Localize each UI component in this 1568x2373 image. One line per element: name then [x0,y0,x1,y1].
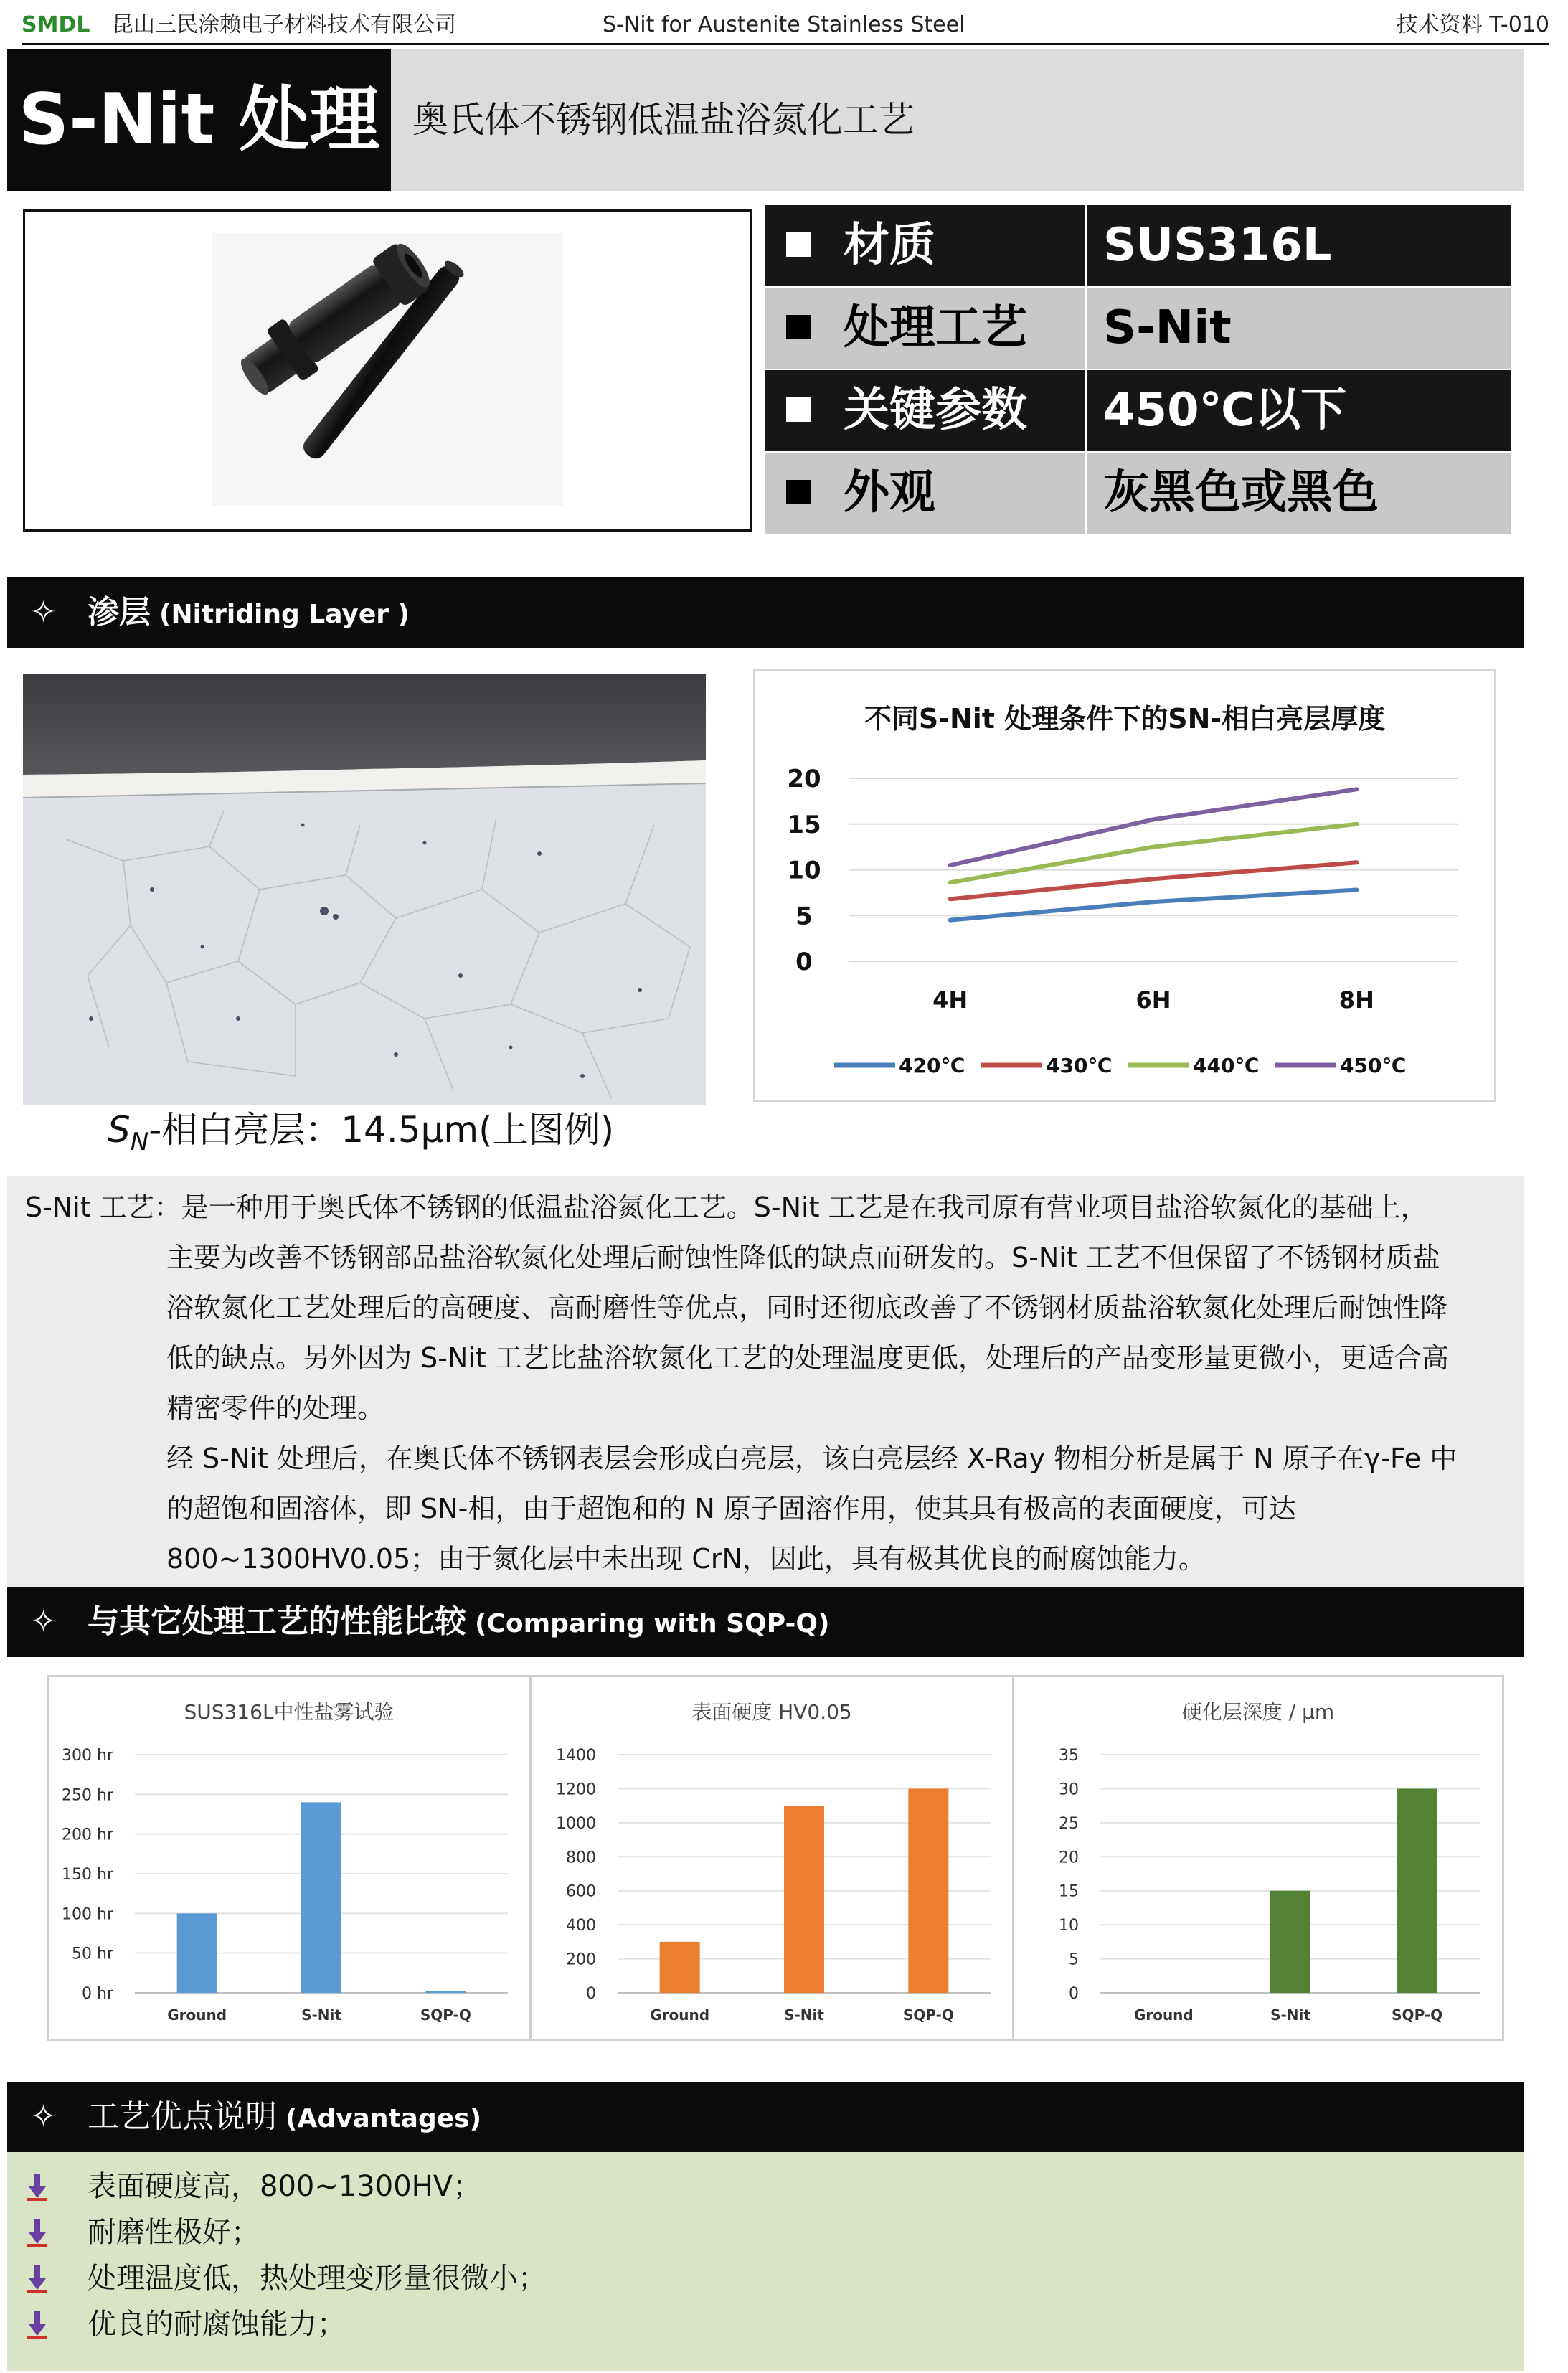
spec-label: 材质 [844,219,935,272]
spec-value: 450℃以下 [1103,384,1347,437]
bar-charts-row [47,1675,1503,2041]
micrograph-illustration [23,674,706,1105]
x-tick-label: S-Nit [301,2006,341,2024]
y-tick-label: 250 hr [62,1786,113,1805]
y-tick-label: 5 [795,902,813,931]
advantage-text: 处理温度低，热处理变形量很微小； [88,2262,547,2295]
english-title: S-Nit for Austenite Stainless Steel [603,12,965,37]
spec-value: 灰黑色或黑色 [1103,466,1379,519]
bar-sqp-q [908,1788,948,1993]
list-item [7,2164,1513,2209]
spec-row-params [765,370,1511,453]
section-subtitle: (Comparing with SQP-Q) [475,1609,830,1638]
description-line: 800~1300HV0.05；由于氮化层中未出现 CrN，因此，具有极其优良的耐腐蚀能力。 [166,1543,1206,1575]
company-name: 昆山三民涂赖电子材料技术有限公司 [112,12,456,37]
y-tick-label: 800 [566,1849,596,1867]
bar-ground [177,1913,217,1993]
x-tick-label: Ground [167,2006,227,2024]
bullet-square-icon [786,315,811,339]
bar-chart-depth [1014,1677,1502,2039]
line-chart-frame [753,669,1496,1102]
y-tick-label: 25 [1059,1814,1079,1833]
product-photo [23,209,752,532]
bar-s-nit [301,1802,341,1993]
bar-sqp-q [1397,1788,1437,1993]
micrograph-caption: $S_N-$相白亮层：14.5μm(上图例) [108,1109,615,1156]
advantage-text: 耐磨性极好； [88,2216,260,2249]
y-tick-label: 150 hr [62,1866,113,1884]
page-subtitle: 奥氏体不锈钢低温盐浴氮化工艺 [412,99,915,141]
x-tick-label: S-Nit [1270,2006,1310,2024]
page-title: S-Nit 处理 [7,49,391,191]
line-chart [755,671,1494,1100]
y-tick-label: 15 [1059,1882,1079,1901]
chart-title: 不同S-Nit 处理条件下的SN-相白亮层厚度 [864,703,1386,735]
bar-sqp-q [425,1991,466,1993]
spec-label: 关键参数 [844,384,1027,437]
sparkle-icon: ✧ [30,1603,57,1640]
bullet-square-icon [786,480,811,504]
y-tick-label: 20 [787,765,821,793]
section-header-advantages [7,2082,1524,2152]
legend-label: 450℃ [1340,1054,1407,1077]
y-tick-label: 0 [586,1985,596,2003]
sparkle-icon: ✧ [30,594,57,631]
description-line: 经 S-Nit 处理后，在奥氏体不锈钢表层会形成白亮层，该白亮层经 X-Ray 物相分析是属于 N 原子在γ-Fe 中 [166,1443,1458,1474]
section-title: 渗层 [88,594,151,631]
y-tick-label: 10 [787,856,821,885]
spec-value: S-Nit [1103,301,1232,354]
bullet-square-icon [786,397,811,422]
y-tick-label: 1000 [556,1814,596,1833]
spec-row-material [765,205,1511,288]
y-tick-label: 20 [1059,1849,1079,1867]
doc-id: 技术资料 T-010 [1396,12,1549,37]
y-tick-label: 1400 [556,1747,596,1765]
advantage-text: 表面硬度高，800~1300HV； [88,2170,482,2203]
bar-chart-panel-hardness [529,1675,1014,2041]
part-illustration [25,212,750,529]
spec-row-appearance [765,453,1511,535]
chart-title: 硬化层深度 / μm [1181,1700,1335,1724]
bar-s-nit [784,1806,824,1993]
section-subtitle: (Advantages) [285,2104,482,2133]
bar-chart-hardness [532,1677,1012,2039]
description-line: S-Nit 工艺：是一种用于奥氏体不锈钢的低温盐浴氮化工艺。S-Nit 工艺是在我司原有营业项目盐浴软氮化的基础上， [25,1192,1428,1223]
spec-label: 处理工艺 [844,301,1027,354]
x-tick-label: Ground [1133,2006,1194,2024]
y-tick-label: 400 [566,1917,596,1935]
spec-table [765,205,1511,535]
arrow-down-icon [23,2308,52,2340]
y-tick-label: 5 [1069,1950,1079,1969]
y-tick-label: 200 [566,1950,596,1969]
arrow-down-icon [23,2171,52,2202]
series-line-450℃ [950,789,1357,865]
description-line: 的超饱和固溶体，即 SN-相，由于超饱和的 N 原子固溶作用，使其具有极高的表面硬度，可达 [166,1493,1296,1524]
legend-label: 440℃ [1193,1054,1260,1077]
y-tick-label: 0 hr [82,1985,113,2003]
y-tick-label: 35 [1059,1747,1079,1765]
description-block [7,1176,1524,1587]
bullet-square-icon [786,232,811,257]
list-item [7,2301,1513,2347]
legend-label: 430℃ [1046,1054,1113,1077]
section-header-compare [7,1587,1524,1657]
x-tick-label: S-Nit [784,2006,824,2024]
page-header [22,7,1549,45]
spec-value: SUS316L [1103,219,1332,272]
description-line: 主要为改善不锈钢部品盐浴软氮化处理后耐蚀性降低的缺点而研发的。S-Nit 工艺不但保留了不锈钢材质盐 [166,1242,1440,1273]
bar-s-nit [1270,1891,1310,1993]
section-header-layer [7,577,1524,648]
brand-logo: SMDL [22,12,90,37]
list-item [7,2209,1513,2255]
y-tick-label: 200 hr [62,1826,113,1844]
x-tick-label: SQP-Q [420,2006,471,2024]
section-title: 与其它处理工艺的性能比较 [88,1603,466,1640]
y-tick-label: 1200 [556,1780,596,1799]
y-tick-label: 600 [566,1882,596,1901]
bar-chart-panel-depth [1012,1675,1504,2041]
section-title: 工艺优点说明 [88,2098,277,2135]
chart-title: SUS316L中性盐雾试验 [184,1700,395,1724]
section-subtitle: (Nitriding Layer ) [159,600,410,629]
x-tick-label: 4H [932,986,968,1014]
description-line: 低的缺点。另外因为 S-Nit 工艺比盐浴软氮化工艺的处理温度更低，处理后的产品变形量更微小，更适合高 [166,1342,1449,1374]
y-tick-label: 15 [787,810,821,839]
spec-row-process [765,288,1511,370]
y-tick-label: 0 [1069,1985,1079,2003]
advantages-list [7,2152,1524,2371]
y-tick-label: 50 hr [72,1945,113,1963]
bar-ground [660,1942,700,1993]
spec-label: 外观 [844,466,935,519]
description-line: 精密零件的处理。 [166,1392,385,1424]
arrow-down-icon [23,2263,52,2294]
list-item [7,2255,1513,2301]
x-tick-label: 8H [1338,986,1374,1014]
bar-chart-panel-salt-spray [47,1675,532,2041]
legend-label: 420℃ [899,1054,965,1077]
y-tick-label: 10 [1059,1917,1079,1935]
sparkle-icon: ✧ [30,2098,57,2135]
micrograph-image [23,674,706,1105]
title-subtitle-bar [391,49,1524,191]
y-tick-label: 0 [795,948,813,976]
y-tick-label: 100 hr [62,1905,113,1924]
x-tick-label: 6H [1135,986,1171,1014]
description-line: 浴软氮化工艺处理后的高硬度、高耐磨性等优点，同时还彻底改善了不锈钢材质盐浴软氮化处理后耐蚀性降 [166,1292,1448,1324]
bar-chart-salt-spray [49,1677,529,2039]
y-tick-label: 30 [1059,1780,1079,1799]
x-tick-label: SQP-Q [902,2006,954,2024]
arrow-down-icon [23,2217,52,2248]
y-tick-label: 300 hr [62,1747,113,1765]
x-tick-label: SQP-Q [1392,2006,1443,2024]
chart-title: 表面硬度 HV0.05 [691,1700,852,1724]
advantage-text: 优良的耐腐蚀能力； [88,2308,346,2341]
x-tick-label: Ground [650,2006,710,2024]
